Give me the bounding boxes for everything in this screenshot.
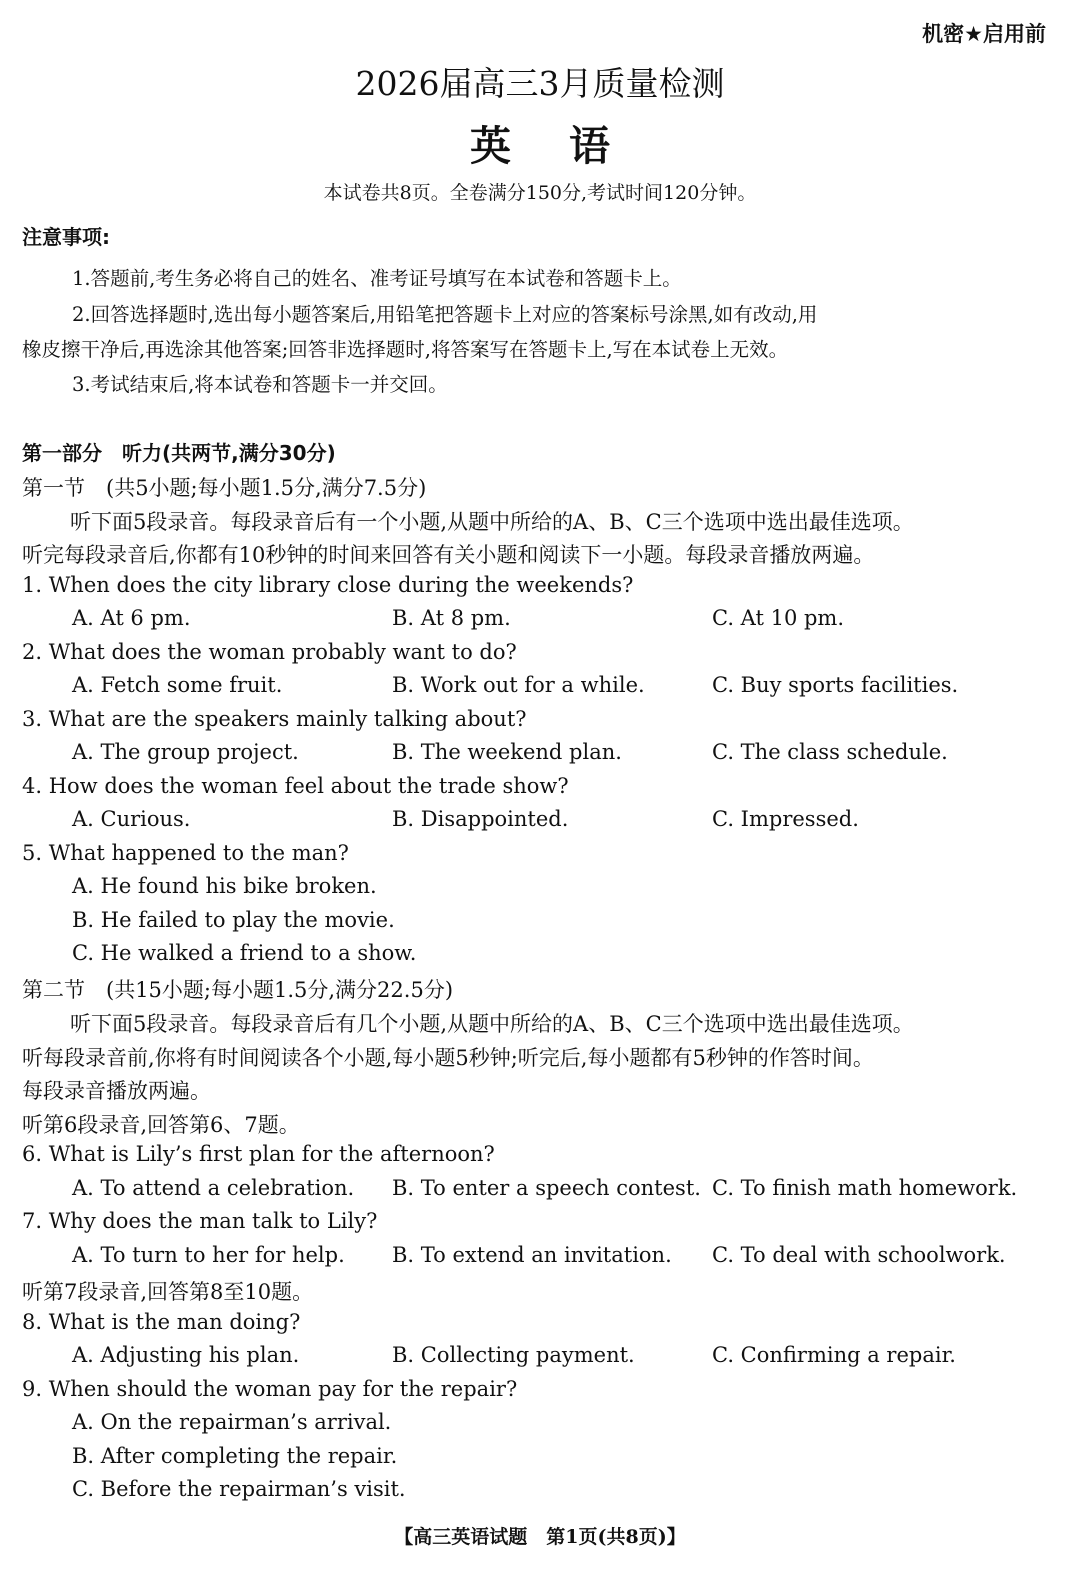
option-c: C. Impressed. bbox=[712, 807, 859, 831]
question-stem: 7. Why does the man talk to Lily? bbox=[22, 1209, 378, 1233]
section2-instruction-line-1: 听下面5段录音。每段录音后有几个小题,从题中所给的A、B、C三个选项中选出最佳选项。 bbox=[70, 1012, 914, 1036]
notice-item-3: 3.考试结束后,将本试卷和答题卡一并交回。 bbox=[72, 373, 448, 396]
notice-item-2-line-2: 橡皮擦干净后,再选涂其他答案;回答非选择题时,将答案写在答题卡上,写在本试卷上无效。 bbox=[22, 338, 789, 361]
question-stem: 1. When does the city library close during the weekends? bbox=[22, 573, 634, 597]
section1-title: 第一节 (共5小题;每小题1.5分,满分7.5分) bbox=[22, 476, 427, 500]
option-a: A. The group project. bbox=[72, 740, 299, 764]
option-c: C. At 10 pm. bbox=[712, 606, 845, 630]
notice-heading: 注意事项: bbox=[22, 225, 110, 249]
notice-item-1: 1.答题前,考生务必将自己的姓名、准考证号填写在本试卷和答题卡上。 bbox=[72, 267, 682, 290]
option-b: B. After completing the repair. bbox=[72, 1444, 398, 1468]
option-b: B. The weekend plan. bbox=[392, 740, 622, 764]
option-b: B. Disappointed. bbox=[392, 807, 569, 831]
option-a: A. Curious. bbox=[72, 807, 191, 831]
question-stem: 8. What is the man doing? bbox=[22, 1310, 301, 1334]
subject-title: 英语 bbox=[470, 122, 668, 170]
section1-instruction-line-2: 听完每段录音后,你都有10秒钟的时间来回答有关小题和阅读下一小题。每段录音播放两遍。 bbox=[22, 543, 875, 567]
question-stem: 3. What are the speakers mainly talking about? bbox=[22, 707, 527, 731]
option-b: B. Collecting payment. bbox=[392, 1343, 635, 1367]
section2-title: 第二节 (共15小题;每小题1.5分,满分22.5分) bbox=[22, 978, 454, 1002]
option-c: C. Confirming a repair. bbox=[712, 1343, 956, 1367]
question-stem: 6. What is Lily’s first plan for the afternoon? bbox=[22, 1142, 495, 1166]
option-c: C. To finish math homework. bbox=[712, 1176, 1018, 1200]
option-c: C. Buy sports facilities. bbox=[712, 673, 959, 697]
option-c: C. The class schedule. bbox=[712, 740, 948, 764]
option-a: A. To attend a celebration. bbox=[72, 1176, 355, 1200]
option-a: A. He found his bike broken. bbox=[72, 874, 377, 898]
question-stem: 4. How does the woman feel about the trade show? bbox=[22, 774, 569, 798]
option-b: B. At 8 pm. bbox=[392, 606, 511, 630]
page-footer: 【高三英语试题 第1页(共8页)】 bbox=[394, 1526, 686, 1548]
option-a: A. To turn to her for help. bbox=[72, 1243, 345, 1267]
option-b: B. He failed to play the movie. bbox=[72, 908, 395, 932]
part1-title: 第一部分 听力(共两节,满分30分) bbox=[22, 441, 336, 465]
listening-group-6-instruction: 听第6段录音,回答第6、7题。 bbox=[22, 1113, 300, 1137]
confidential-label: 机密★启用前 bbox=[922, 22, 1046, 46]
question-stem: 2. What does the woman probably want to do? bbox=[22, 640, 517, 664]
section2-instruction-line-3: 每段录音播放两遍。 bbox=[22, 1079, 211, 1103]
listening-group-7-instruction: 听第7段录音,回答第8至10题。 bbox=[22, 1280, 314, 1304]
question-stem: 9. When should the woman pay for the repair? bbox=[22, 1377, 518, 1401]
option-a: A. At 6 pm. bbox=[72, 606, 191, 630]
option-c: C. Before the repairman’s visit. bbox=[72, 1477, 406, 1501]
option-c: C. To deal with schoolwork. bbox=[712, 1243, 1006, 1267]
option-b: B. Work out for a while. bbox=[392, 673, 645, 697]
option-a: A. On the repairman’s arrival. bbox=[72, 1410, 392, 1434]
section1-instruction-line-1: 听下面5段录音。每段录音后有一个小题,从题中所给的A、B、C三个选项中选出最佳选项。 bbox=[70, 510, 914, 534]
exam-title: 2026届高三3月质量检测 bbox=[355, 64, 725, 103]
exam-info: 本试卷共8页。全卷满分150分,考试时间120分钟。 bbox=[323, 182, 757, 204]
section2-instruction-line-2: 听每段录音前,你将有时间阅读各个小题,每小题5秒钟;听完后,每小题都有5秒钟的作答时间。 bbox=[22, 1046, 874, 1070]
option-b: B. To extend an invitation. bbox=[392, 1243, 672, 1267]
option-c: C. He walked a friend to a show. bbox=[72, 941, 417, 965]
option-a: A. Adjusting his plan. bbox=[72, 1343, 300, 1367]
option-a: A. Fetch some fruit. bbox=[72, 673, 283, 697]
question-stem: 5. What happened to the man? bbox=[22, 841, 349, 865]
option-b: B. To enter a speech contest. bbox=[392, 1176, 701, 1200]
notice-item-2-line-1: 2.回答选择题时,选出每小题答案后,用铅笔把答题卡上对应的答案标号涂黑,如有改动,用 bbox=[72, 303, 818, 326]
